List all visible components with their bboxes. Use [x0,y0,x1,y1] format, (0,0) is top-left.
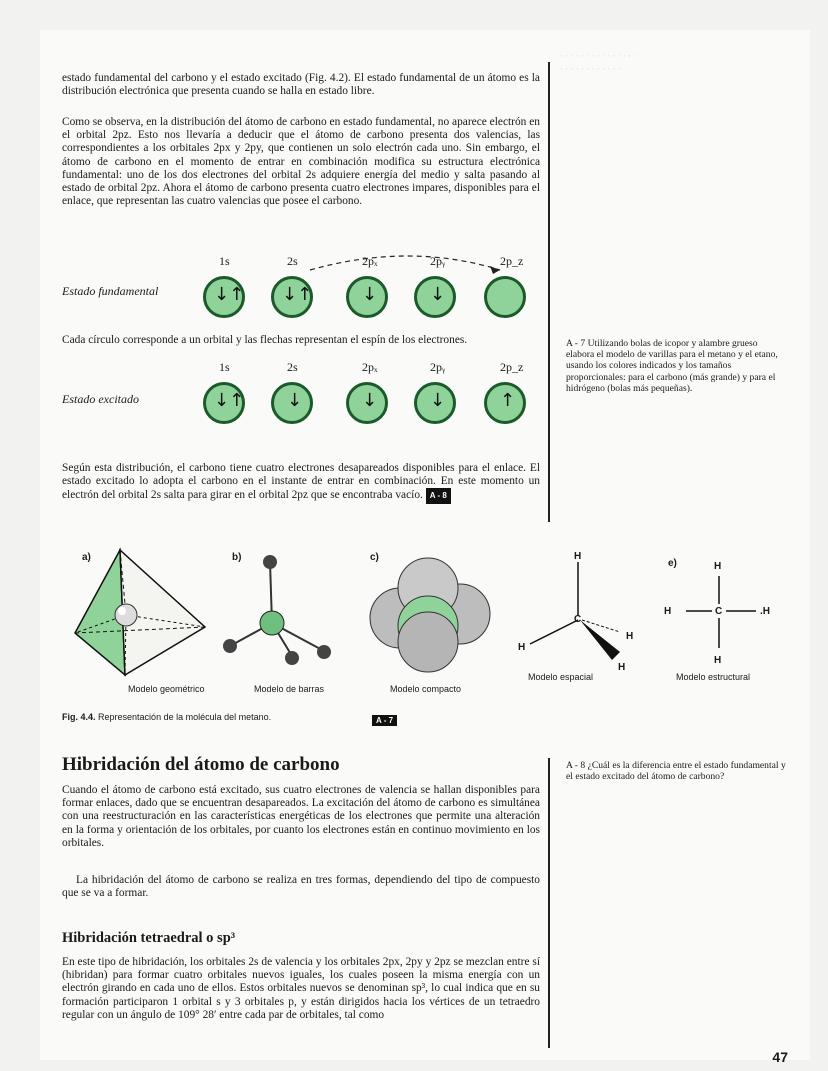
space-filling-model [364,552,494,682]
excited-orbital-circle [484,382,526,424]
spin-arrows: ↓↑ [214,284,245,305]
spin-arrows: ↓ [430,390,446,411]
spin-arrows: ↓ [430,284,446,305]
label-a: a) [82,552,91,563]
ground-orbital-label: 2p_z [500,254,524,268]
ground-orbital-label: 2s [287,254,298,268]
top-paragraph: estado fundamental del carbono y el estado excitado (Fig. 4.2). El estado fundamental de un átomo es la distribución electrónica que presenta cuando se halla en estado libre. [62,72,540,98]
paragraph-3: Según esta distribución, el carbono tiene cuatro electrones desapareados disponibles para el enlace. El estado excitado lo adopta el carbono en el instante de entrar en combinación. En este momento un electrón del orbital 2s salta para girar en el orbital 2pz que se encontraba vacío. A - 8 [62,462,540,504]
paragraph-6: En este tipo de hibridación, los orbitales 2s de valencia y los orbitales 2px, 2py y 2pz se mezclan entre sí (hibridan) para formar cuatro orbitales nuevos iguales, los cuales poseen la misma energía con un electrón girando en cada uno de ellos. Estos orbitales nuevos se denominan sp³, lo cual indica que en su formación participaron 1 orbital s y 3 orbitales p, y están dirigidos hacia los vértices de un tetraedro regular con un ángulo de 109° 28′ entre cada par de orbitales, tal como [62,956,540,1021]
atom-h-right-e: .H [760,606,770,617]
caption-spatial: Modelo espacial [528,672,594,682]
figure-caption: Fig. 4.4. Representación de la molécula del metano. [62,712,272,722]
label-b: b) [232,552,242,563]
excited-orbital-label: 2pᵧ [430,360,446,374]
tetrahedron-model [60,545,220,685]
ground-orbital-circle [414,276,456,318]
page-number: 47 [772,1049,788,1065]
ground-orbital-circle [271,276,313,318]
paragraph-5: La hibridación del átomo de carbono se realiza en tres formas, dependiendo del tipo de compuesto que se va a formar. [62,874,540,900]
spin-arrows: ↓↑ [214,390,245,411]
ground-orbital-label: 2pₓ [362,254,378,268]
caption-compact: Modelo compacto [390,684,462,694]
spatial-model [516,548,656,678]
ground-orbital-label: 2pᵧ [430,254,446,268]
ground-orbital-circle [484,276,526,318]
paragraph-4: Cuando el átomo de carbono está excitado, sus cuatro electrones de valencia se hallan disponibles para formar enlaces, dado que se encuentran desapareados. La excitación del átomo de carbono es simultánea con una reestructuración en las características energéticas de los electrones que permite una alteración en la forma y orientación de los orbitales, por cuanto los electrones están en continuo movimiento en los orbitales. [62,784,540,849]
spin-arrows: ↓ [362,284,378,305]
atom-h-left: H [518,642,526,653]
excited-orbital-label: 1s [219,360,230,374]
atom-h-right: H [626,631,634,642]
excited-orbital-circle [271,382,313,424]
heading-tetrahedral: Hibridación tetraedral o sp³ [62,930,236,946]
excited-orbital-circle [346,382,388,424]
excited-orbital-label: 2p_z [500,360,524,374]
sidebar-activity-a7: A - 7 Utilizando bolas de icopor y alambre grueso elabora el modelo de varillas para el metano y el etano, usando los colores indicados y los tamaños proporcionales: para el carbono (más grande) y para el hidrógeno (bolas más pequeñas). [566,338,778,394]
ball-stick-model [220,548,340,678]
atom-c-e: C [715,606,723,617]
atom-h-top: H [574,551,582,562]
atom-h-left-e: H [664,606,672,617]
spin-arrows: ↓ [362,390,378,411]
caption-ball-stick: Modelo de barras [254,684,325,694]
atom-h-top-e: H [714,561,722,572]
label-c: c) [370,552,379,563]
sidebar-activity-a8: A - 8 ¿Cuál es la diferencia entre el estado fundamental y el estado excitado del átomo de carbono? [566,760,786,783]
label-e: e) [668,558,677,569]
excited-state-label: Estado excitado [62,392,139,406]
activity-badge-a8: A - 8 [426,488,451,503]
electron-jump-arrow [300,248,520,278]
caption-geometric: Modelo geométrico [128,684,205,694]
atom-c: C [574,614,582,625]
atom-h-bottom-e: H [714,655,722,666]
structural-model [680,570,780,670]
excited-orbital-circle [414,382,456,424]
column-rule [548,62,550,522]
atom-h-front: H [618,662,626,673]
paragraph-1: Como se observa, en la distribución del átomo de carbono en estado fundamental, no aparece electrón en el orbital 2pz. Esto nos llevaría a deducir que el átomo de carbono presenta dos valencias, las correspondientes a los orbitales 2px y 2py, que contienen un solo electrón cada uno. Sin embargo, el átomo de carbono en el momento de entrar en combinación modifica su estructura electrónica fundamental: uno de los dos electrones del orbital 2s adquiere energía del medio y salta pasando al estado de orbital 2pz. Ahora el átomo de carbono presenta cuatro electrones impares, disponibles para el enlace, que representan las cuatro valencias que posee el carbono. [62,116,540,208]
heading-hybridization: Hibridación del átomo de carbono [62,754,340,775]
activity-badge-a7: A - 7 [372,710,397,728]
excited-orbital-circle [203,382,245,424]
bleed-through-text: · · · · · · · · · · · · · · · · · · · · · · · · · · · [560,51,637,74]
paragraph-2: Cada círculo corresponde a un orbital y las flechas representan el espín de los electrones. [62,334,468,346]
excited-orbital-label: 2pₓ [362,360,378,374]
spin-arrows: ↓↑ [282,284,313,305]
caption-structural: Modelo estructural [676,672,751,682]
spin-arrows: ↓ [287,390,303,411]
ground-orbital-circle [203,276,245,318]
column-rule-lower [548,758,550,1048]
spin-arrows: ↑ [500,390,516,411]
excited-orbital-label: 2s [287,360,298,374]
ground-orbital-circle [346,276,388,318]
ground-orbital-label: 1s [219,254,230,268]
ground-state-label: Estado fundamental [62,284,159,298]
